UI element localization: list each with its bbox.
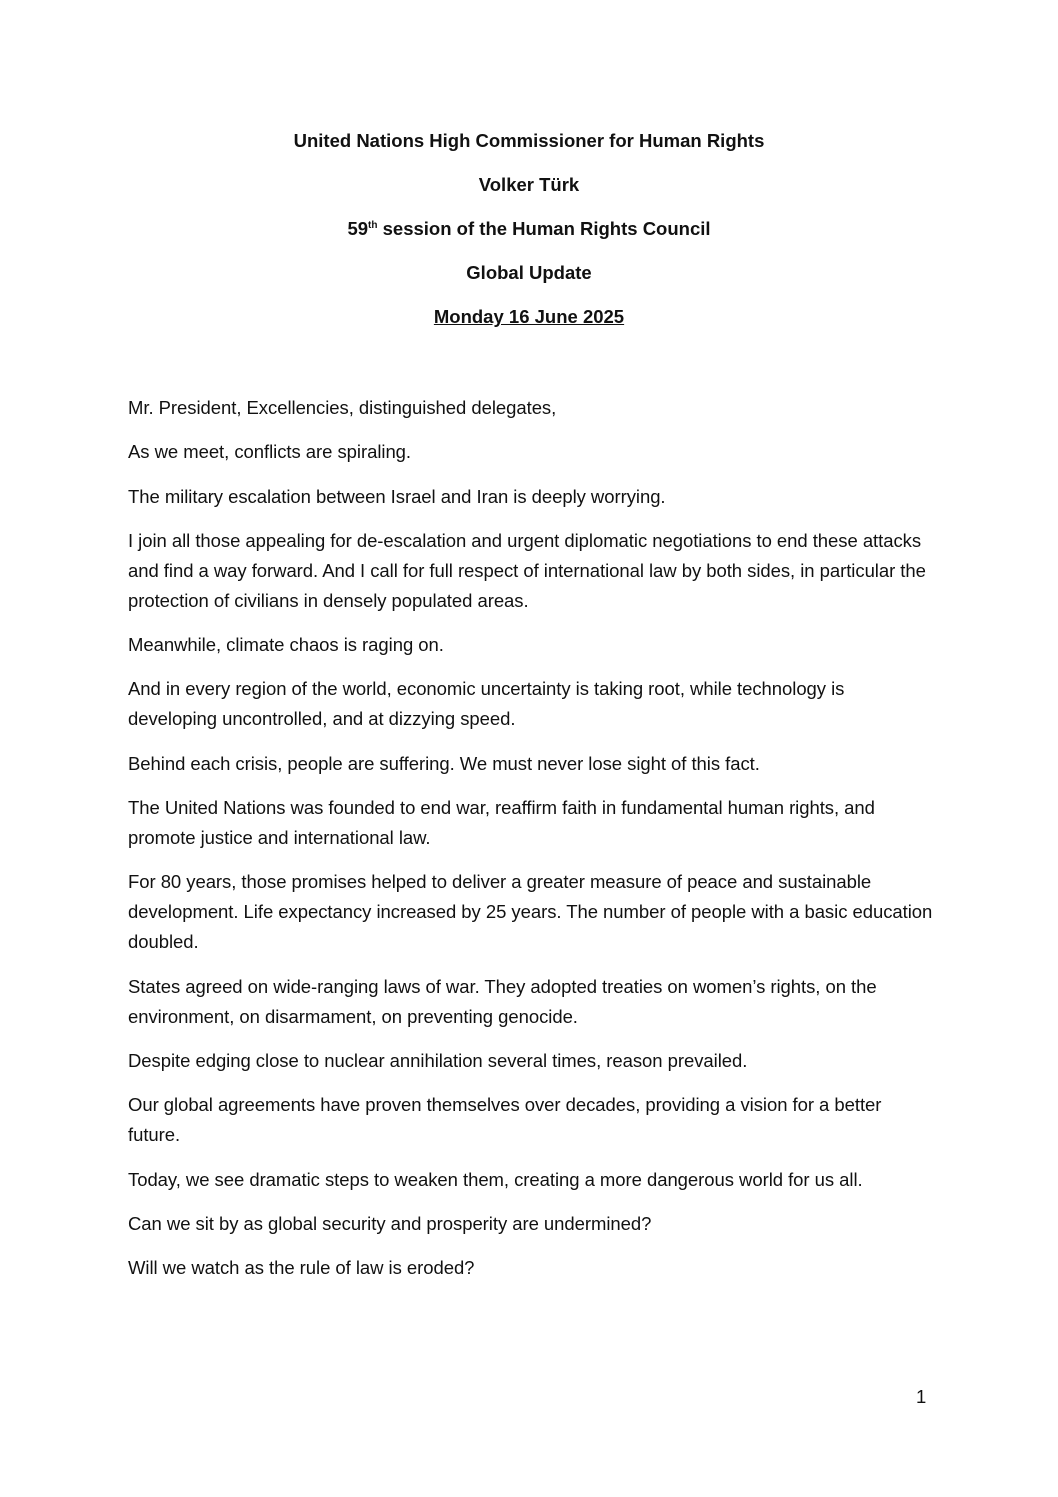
paragraph: Despite edging close to nuclear annihilation several times, reason prevailed. [128,1049,748,1071]
header-session [0,214,1058,244]
paragraph: For 80 years, those promises helped to deliver a greater measure of peace and sustainable development. Life expectancy increased by 25 years. The number of people with a basic education doubled. [128,871,933,953]
paragraph: The military escalation between Israel and Iran is deeply worrying. [128,485,666,507]
speech-body [128,393,933,1297]
session-title: session of the Human Rights Council [377,218,711,239]
paragraph: As we meet, conflicts are spiraling. [128,441,412,463]
header-title: Global Update [466,262,592,283]
session-number: 59 [347,218,369,239]
paragraph: Mr. President, Excellencies, distinguished delegates, [128,397,557,418]
paragraph: And in every region of the world, economic uncertainty is taking root, while technology is developing uncontrolled, and at dizzying speed. [128,678,845,730]
paragraph: Meanwhile, climate chaos is raging on. [128,634,444,656]
paragraph: Behind each crisis, people are suffering. We must never lose sight of this fact. [128,752,760,774]
paragraph: Will we watch as the rule of law is eroded? [128,1257,475,1279]
paragraph: The United Nations was founded to end war, reaffirm faith in fundamental human rights, and promote justice and international law. [128,797,875,849]
paragraph: States agreed on wide-ranging laws of war. They adopted treaties on women’s rights, on the environment, on disarmament, on preventing genocide. [128,975,877,1027]
header-organization: United Nations High Commissioner for Human Rights [293,130,765,151]
paragraph: I join all those appealing for de-escalation and urgent diplomatic negotiations to end these attacks and find a way forward. And I call for full respect of international law by both sides, in particular the protection of civilians in densely populated areas. [128,529,926,611]
paragraph: Our global agreements have proven themselves over decades, providing a vision for a better future. [128,1094,882,1146]
paragraph: Can we sit by as global security and prosperity are undermined? [128,1212,652,1234]
header-speaker: Volker Türk [478,174,580,195]
session-ordinal-suffix: th [368,219,378,231]
paragraph: Today, we see dramatic steps to weaken them, creating a more dangerous world for us all. [128,1168,863,1190]
header-date: Monday 16 June 2025 [433,306,625,327]
document-header [0,126,1058,346]
page-number: 1 [916,1386,927,1407]
